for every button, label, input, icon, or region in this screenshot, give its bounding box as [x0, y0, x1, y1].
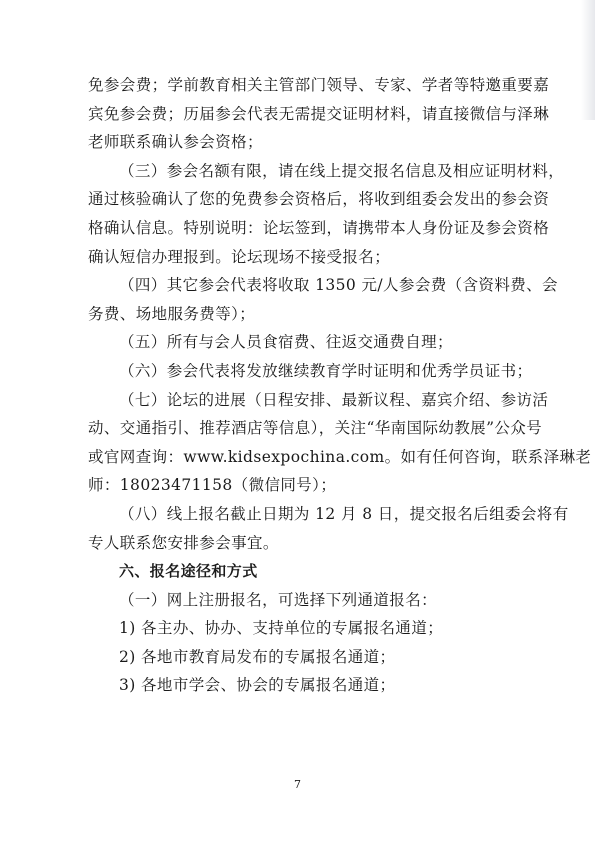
paragraph-item-7: （七）论坛的进展（日程安排、最新议程、嘉宾介绍、参访活 — [119, 390, 549, 409]
paragraph-item-6: （六）参会代表将发放继续教育学时证明和优秀学员证书； — [119, 361, 533, 380]
text-line: 宾免参会费；历届参会代表无需提交证明材料，请直接微信与泽琳 — [88, 104, 550, 123]
paragraph-item-4: （四）其它参会代表将收取 1350 元/人参会费（含资料费、会 — [119, 276, 558, 295]
text-line: 务费、场地服务费等）； — [88, 304, 256, 323]
page-number: 7 — [294, 778, 301, 791]
text-line: 通过核验确认了您的免费参会资格后，将收到组委会发出的参会资 — [88, 190, 550, 209]
list-item: 3) 各地市学会、协会的专属报名通道； — [119, 676, 396, 695]
text-line-website: 或官网查询：www.kidsexpochina.com。如有任何咨询，联系泽琳老 — [88, 447, 592, 466]
body-text — [88, 71, 592, 700]
text-line: 老师联系确认参会资格； — [88, 133, 263, 152]
subsection-item-1: （一）网上注册报名，可选择下列通道报名： — [119, 590, 438, 609]
text-line: 确认短信办理报到。论坛现场不接受报名； — [88, 247, 391, 266]
text-line: 格确认信息。特别说明：论坛签到，请携带本人身份证及参会资格 — [88, 218, 550, 237]
paragraph-item-8: （八）线上报名截止日期为 12 月 8 日，提交报名后组委会将有 — [119, 504, 569, 523]
text-line-phone: 师：18023471158（微信同号）； — [88, 476, 337, 495]
text-line: 动、交通指引、推荐酒店等信息），关注“华南国际幼教展”公众号 — [88, 419, 543, 438]
list-item: 2) 各地市教育局发布的专属报名通道； — [119, 647, 396, 666]
paragraph-item-3: （三）参会名额有限，请在线上提交报名信息及相应证明材料， — [119, 161, 565, 180]
list-item: 1) 各主办、协办、支持单位的专属报名通道； — [119, 619, 444, 638]
text-line: 免参会费；学前教育相关主管部门领导、专家、学者等特邀重要嘉 — [88, 76, 550, 94]
paragraph-item-5: （五）所有与会人员食宿费、往返交通费自理； — [119, 333, 453, 352]
text-line: 专人联系您安排参会事宜。 — [88, 533, 279, 552]
scan-edge-shadow — [581, 0, 595, 120]
section-heading: 六、报名途径和方式 — [119, 562, 258, 581]
